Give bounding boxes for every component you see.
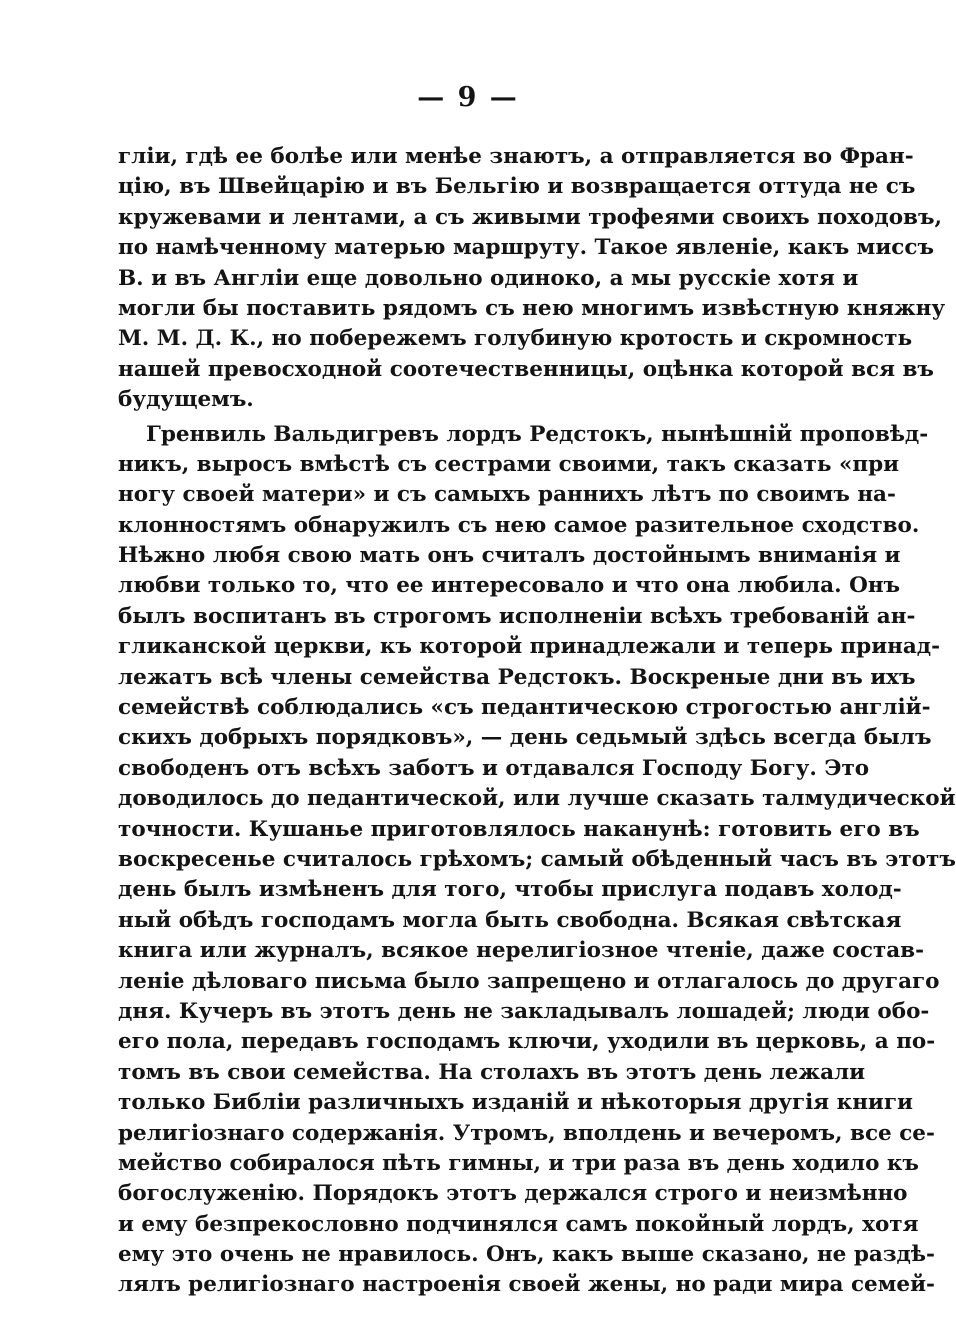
text-line: гліи, гдѣ ее болѣе или менѣе знаютъ, а отправляется во Фран-	[118, 144, 914, 169]
text-line: семействѣ соблюдались «съ педантическою строгостью англій-	[118, 695, 931, 721]
text-line: леніе дѣловаго письма было запрещено и отлагалось до другаго	[118, 968, 940, 994]
text-line: кружевами и лентами, а съ живыми трофеями своихъ походовъ,	[118, 204, 942, 230]
text-line: религіознаго содержанія. Утромъ, вполдень и вечеромъ, все се-	[118, 1120, 935, 1146]
text-line: книга или журналъ, всякое нерелигіозное чтеніе, даже состав-	[118, 938, 925, 964]
text-line: гликанской церкви, къ которой принадлежали и теперь принад-	[118, 634, 941, 660]
page-number: — 9 —	[417, 82, 519, 113]
text-line: лялъ религіознаго настроенія своей жены, но ради мира семей-	[118, 1272, 935, 1298]
text-line: только Библіи различныхъ изданій и нѣкоторыя другія книги	[118, 1090, 913, 1116]
text-line: В. и въ Англіи еще довольно одиноко, а мы русскіе хотя и	[118, 265, 859, 291]
text-line: никъ, выросъ вмѣстѣ съ сестрами своими, такъ сказать «при	[118, 451, 900, 477]
text-line: любви только то, что ее интересовало и что она любила. Онъ	[118, 573, 901, 599]
text-line: воскресенье считалось грѣхомъ; самый обѣденный часъ въ этотъ	[118, 846, 956, 872]
text-line: нашей превосходной соотечественницы, оцѣнка которой вся въ	[118, 356, 934, 382]
paragraph-1	[118, 142, 946, 416]
text-line: Нѣжно любя свою мать онъ считалъ достойнымъ вниманія и	[118, 543, 901, 569]
text-line: мейство собиралося пѣть гимны, и три раза въ день ходило къ	[118, 1150, 919, 1176]
text-line: лежатъ всѣ члены семейства Редстокъ. Воскреные дни въ ихъ	[118, 664, 916, 690]
text-line: клонностямъ обнаружилъ съ нею самое разительное сходство.	[118, 512, 920, 538]
text-line: доводилось до педантической, или лучше сказать талмудической	[118, 786, 956, 812]
text-line: М. М. Д. К., но побережемъ голубиную кротость и скромность	[118, 326, 913, 352]
text-line: свободенъ отъ всѣхъ заботъ и отдавался Господу Богу. Это	[118, 755, 870, 781]
text-line: Гренвиль Вальдигревъ лордъ Редстокъ, нынѣшній проповѣд-	[146, 421, 929, 447]
text-line: ногу своей матери» и съ самыхъ раннихъ лѣтъ по своимъ на-	[118, 482, 896, 508]
body-text	[118, 142, 956, 1301]
text-line: цію, въ Швейцарію и въ Бельгію и возвращается оттуда не съ	[118, 174, 916, 200]
text-line: богослуженію. Порядокъ этотъ держался строго и неизмѣнно	[118, 1181, 908, 1207]
text-line: по намѣченному матерью маршруту. Такое явленіе, какъ миссъ	[118, 235, 934, 261]
text-line: былъ воспитанъ въ строгомъ исполненіи всѣхъ требованій ан-	[118, 603, 916, 629]
text-line: будущемъ.	[118, 387, 254, 413]
paragraph-2	[118, 420, 956, 1301]
text-line: и ему безпрекословно подчинялся самъ покойный лордъ, хотя	[118, 1211, 919, 1237]
text-line: томъ въ свои семейства. На столахъ въ этотъ день лежали	[118, 1059, 866, 1085]
text-line: ный обѣдъ господамъ могла быть свободна. Всякая свѣтская	[118, 907, 902, 933]
text-line: его пола, передавъ господамъ ключи, уходили въ церковь, а по-	[118, 1029, 936, 1055]
text-line: точности. Кушанье приготовлялось наканунѣ: готовить его въ	[118, 816, 920, 842]
text-line: скихъ добрыхъ порядковъ», — день седьмый здѣсь всегда былъ	[118, 725, 932, 751]
text-line: ему это очень не нравилось. Онъ, какъ выше сказано, не раздѣ-	[118, 1242, 935, 1268]
text-line: день былъ измѣненъ для того, чтобы прислуга подавъ холод-	[118, 877, 902, 903]
text-line: дня. Кучеръ въ этотъ день не закладывалъ лошадей; люди обо-	[118, 998, 930, 1024]
text-line: могли бы поставить рядомъ съ нею многимъ извѣстную княжну	[118, 295, 946, 321]
